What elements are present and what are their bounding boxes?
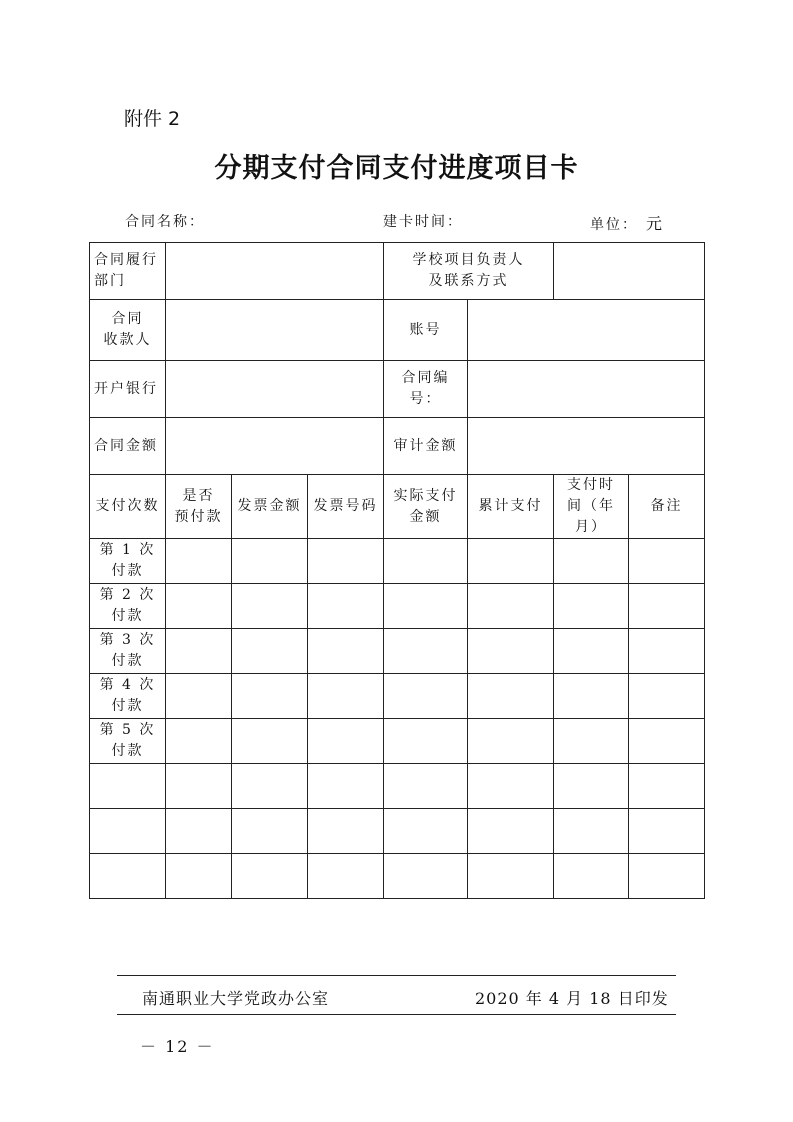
audit-value-cell[interactable] bbox=[468, 418, 705, 475]
account-label: 账号 bbox=[384, 300, 468, 361]
cell[interactable] bbox=[166, 539, 232, 584]
cell[interactable] bbox=[90, 809, 166, 854]
cell[interactable] bbox=[384, 584, 468, 629]
amount-value-cell[interactable] bbox=[166, 418, 384, 475]
cell[interactable] bbox=[166, 629, 232, 674]
bank-label: 开户银行 bbox=[90, 361, 166, 418]
cell[interactable] bbox=[308, 674, 384, 719]
bank-value-cell[interactable] bbox=[166, 361, 384, 418]
header-row bbox=[90, 475, 705, 539]
unit-field bbox=[590, 211, 662, 234]
blank-row bbox=[90, 764, 705, 809]
cell[interactable] bbox=[554, 764, 629, 809]
dept-label: 合同履行 部门 bbox=[90, 243, 166, 300]
account-value-cell[interactable] bbox=[468, 300, 705, 361]
row-amount bbox=[90, 418, 705, 475]
payment-row bbox=[90, 674, 705, 719]
header-prepay: 是否 预付款 bbox=[166, 475, 232, 539]
payment-label: 第 3 次 付款 bbox=[90, 629, 166, 674]
cell[interactable] bbox=[232, 539, 308, 584]
cell[interactable] bbox=[232, 719, 308, 764]
cell[interactable] bbox=[629, 674, 705, 719]
payment-row bbox=[90, 584, 705, 629]
cell[interactable] bbox=[166, 809, 232, 854]
payment-label: 第 5 次 付款 bbox=[90, 719, 166, 764]
footer-bottom-rule bbox=[117, 1014, 676, 1015]
payment-row bbox=[90, 719, 705, 764]
cell[interactable] bbox=[166, 674, 232, 719]
blank-row bbox=[90, 809, 705, 854]
progress-card-table bbox=[89, 242, 705, 899]
header-invoice-no: 发票号码 bbox=[308, 475, 384, 539]
cell[interactable] bbox=[629, 539, 705, 584]
cell[interactable] bbox=[166, 719, 232, 764]
payee-label: 合同 收款人 bbox=[90, 300, 166, 361]
cell[interactable] bbox=[308, 809, 384, 854]
cell[interactable] bbox=[468, 584, 554, 629]
document-title: 分期支付合同支付进度项目卡 bbox=[214, 153, 579, 184]
header-invoice-amount: 发票金额 bbox=[232, 475, 308, 539]
cell[interactable] bbox=[554, 539, 629, 584]
cell[interactable] bbox=[308, 764, 384, 809]
cell[interactable] bbox=[166, 854, 232, 899]
cell[interactable] bbox=[468, 764, 554, 809]
leader-label: 学校项目负责人 及联系方式 bbox=[384, 243, 554, 300]
cell[interactable] bbox=[90, 854, 166, 899]
payment-row bbox=[90, 629, 705, 674]
cell[interactable] bbox=[90, 764, 166, 809]
page-number: － 12 － bbox=[140, 1037, 215, 1056]
cell[interactable] bbox=[554, 629, 629, 674]
cell[interactable] bbox=[554, 854, 629, 899]
cell[interactable] bbox=[308, 854, 384, 899]
cell[interactable] bbox=[232, 584, 308, 629]
header-remark: 备注 bbox=[629, 475, 705, 539]
cell[interactable] bbox=[629, 719, 705, 764]
cell[interactable] bbox=[384, 854, 468, 899]
cell[interactable] bbox=[308, 539, 384, 584]
cell[interactable] bbox=[554, 674, 629, 719]
cell[interactable] bbox=[629, 764, 705, 809]
issuer: 南通职业大学党政办公室 bbox=[142, 989, 330, 1008]
payee-value-cell[interactable] bbox=[166, 300, 384, 361]
cell[interactable] bbox=[232, 809, 308, 854]
cell[interactable] bbox=[232, 764, 308, 809]
cell[interactable] bbox=[308, 584, 384, 629]
cell[interactable] bbox=[308, 629, 384, 674]
cell[interactable] bbox=[232, 674, 308, 719]
cell[interactable] bbox=[468, 719, 554, 764]
header-cumulative: 累计支付 bbox=[468, 475, 554, 539]
payment-label: 第 4 次 付款 bbox=[90, 674, 166, 719]
cell[interactable] bbox=[232, 629, 308, 674]
leader-value-cell[interactable] bbox=[554, 243, 705, 300]
contract-no-label: 合同编 号： bbox=[384, 361, 468, 418]
payment-label: 第 2 次 付款 bbox=[90, 584, 166, 629]
cell[interactable] bbox=[384, 629, 468, 674]
dept-value-cell[interactable] bbox=[166, 243, 384, 300]
contract-name-label: 合同名称： bbox=[125, 214, 205, 230]
cell[interactable] bbox=[554, 809, 629, 854]
cell[interactable] bbox=[166, 584, 232, 629]
cell[interactable] bbox=[629, 584, 705, 629]
row-payee bbox=[90, 300, 705, 361]
cell[interactable] bbox=[384, 539, 468, 584]
cell[interactable] bbox=[554, 719, 629, 764]
header-pay-time: 支付时 间（年 月） bbox=[554, 475, 629, 539]
cell[interactable] bbox=[629, 854, 705, 899]
issue-date: 2020 年 4 月 18 日印发 bbox=[475, 989, 669, 1008]
cell[interactable] bbox=[629, 629, 705, 674]
unit-value: 元 bbox=[646, 214, 663, 233]
amount-label: 合同金额 bbox=[90, 418, 166, 475]
cell[interactable] bbox=[468, 674, 554, 719]
cell[interactable] bbox=[308, 719, 384, 764]
cell[interactable] bbox=[384, 719, 468, 764]
payment-row bbox=[90, 539, 705, 584]
contract-no-value-cell[interactable] bbox=[468, 361, 705, 418]
attachment-label: 附件 2 bbox=[124, 108, 181, 130]
footer-top-rule bbox=[117, 975, 676, 976]
cell[interactable] bbox=[384, 809, 468, 854]
cell[interactable] bbox=[232, 854, 308, 899]
row-bank bbox=[90, 361, 705, 418]
cell[interactable] bbox=[468, 854, 554, 899]
header-pay-count: 支付次数 bbox=[90, 475, 166, 539]
header-actual-amount: 实际支付 金额 bbox=[384, 475, 468, 539]
payment-label: 第 1 次 付款 bbox=[90, 539, 166, 584]
cell[interactable] bbox=[384, 764, 468, 809]
cell[interactable] bbox=[384, 674, 468, 719]
cell[interactable] bbox=[468, 809, 554, 854]
card-date-label: 建卡时间： bbox=[383, 214, 463, 230]
cell[interactable] bbox=[554, 584, 629, 629]
cell[interactable] bbox=[166, 764, 232, 809]
audit-label: 审计金额 bbox=[384, 418, 468, 475]
blank-row bbox=[90, 854, 705, 899]
unit-label: 单位： bbox=[590, 217, 638, 233]
cell[interactable] bbox=[468, 629, 554, 674]
row-department bbox=[90, 243, 705, 300]
cell[interactable] bbox=[629, 809, 705, 854]
cell[interactable] bbox=[468, 539, 554, 584]
